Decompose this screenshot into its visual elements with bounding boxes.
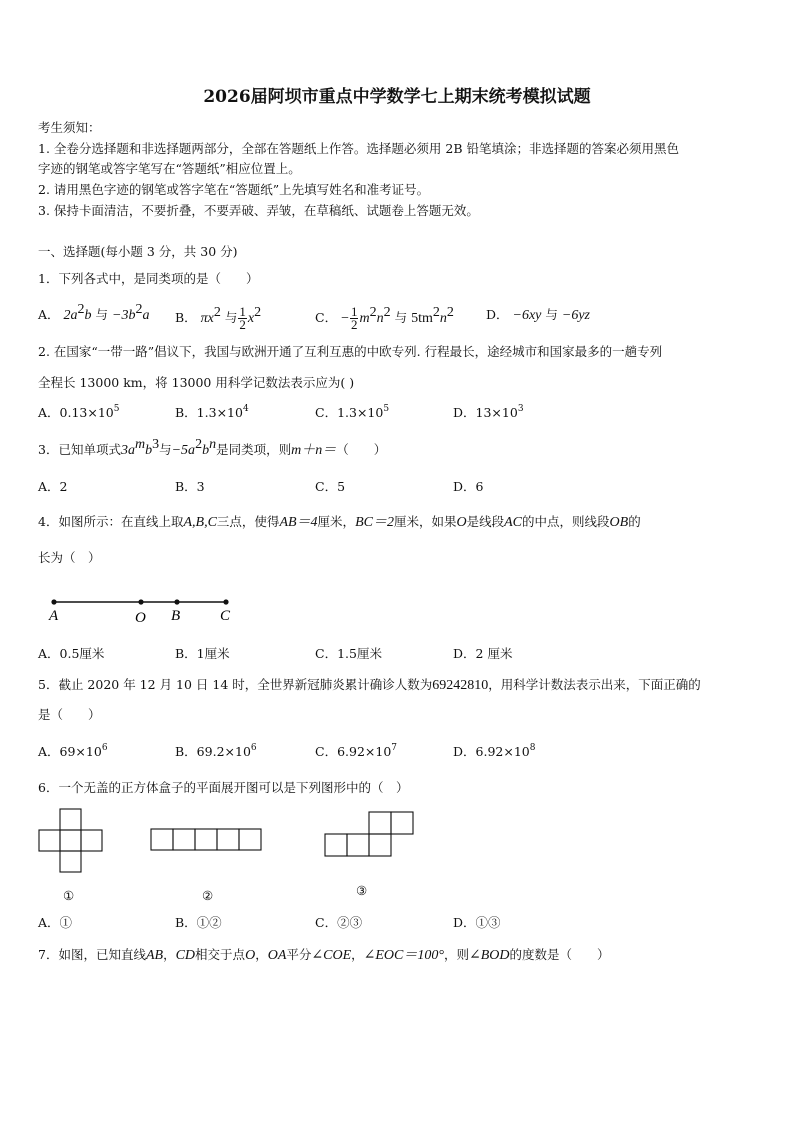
q4-option-c: C．1.5厘米 — [315, 646, 382, 661]
notice-line-1: 1. 全卷分选择题和非选择题两部分，全部在答题纸上作答。选择题必须用 2B 铅笔填涂；非选择题的答案必须用黑色 — [38, 141, 679, 156]
q4-stem-line-1: 4．如图所示：在直线上取A,B,C三点，使得AB＝4厘米，BC＝2厘米，如果O是线段AC的中点，则线段OB的 — [38, 514, 641, 530]
point-o-dot — [138, 599, 143, 604]
q3-option-d: D．6 — [453, 479, 484, 494]
q4-option-a: A．0.5厘米 — [38, 646, 105, 661]
section-heading: 一、选择题(每小题 3 分，共 30 分) — [38, 244, 238, 259]
q1-option-c: C． − $\frac{1}{2}$ $m^2n^2$ 与 $5tm^2n^2$ — [315, 304, 454, 332]
q2-stem-line-1: 2. 在国家“一带一路”倡议下，我国与欧洲开通了互利互惠的中欧专列. 行程最长，途经城市和国家最多的一趟专列 — [38, 344, 663, 359]
q2-option-d: D．$13\times 10^3$ — [453, 404, 524, 420]
q3-option-c: C．5 — [315, 479, 346, 494]
figure-1-label: ① — [63, 888, 75, 903]
point-b-dot — [174, 599, 179, 604]
q6-option-c: C．②③ — [315, 915, 363, 930]
option-letter: A． — [38, 307, 60, 322]
notice-line-2: 字迹的钢笔或答字笔写在“答题纸”相应位置上。 — [38, 161, 301, 176]
q6-option-d: D．①③ — [453, 915, 501, 930]
notice-heading: 考生须知： — [38, 120, 101, 135]
figure-2-label: ② — [202, 888, 214, 903]
q2-stem-line-2: 全程长 13000 km，将 13000 用科学记数法表示应为( ) — [38, 375, 355, 390]
point-c-dot — [223, 599, 228, 604]
point-a-dot — [51, 599, 56, 604]
q1-option-a: A． $2a^2b$ 与 $-3b^2a$ — [38, 302, 150, 323]
q3-option-b: B．3 — [175, 479, 205, 494]
point-o-label: O — [135, 610, 146, 626]
q5-option-c: C．$6.92\times 10^7$ — [315, 743, 398, 759]
q5-option-d: D．$6.92\times 10^8$ — [453, 743, 536, 759]
q4-option-d: D．2 厘米 — [453, 646, 513, 661]
option-letter: C． — [315, 310, 338, 325]
q2-option-a: A．$0.13\times 10^5$ — [38, 404, 120, 420]
cube-net-figure-1 — [38, 808, 106, 874]
q6-option-b: B．①② — [175, 915, 222, 930]
q1-option-d: D． −6xy 与 −6yz — [486, 307, 590, 323]
q2-option-c: C．$1.3\times 10^5$ — [315, 404, 390, 420]
q3-stem: 3．已知单项式$3a^mb^3$与$-5a^2b^n$是同类项，则m＋n＝（ ） — [38, 437, 387, 458]
point-b-label: B — [171, 608, 181, 624]
q6-stem: 6．一个无盖的正方体盒子的平面展开图可以是下列图形中的（ ） — [38, 780, 409, 795]
q4-line-segment-figure — [40, 592, 250, 626]
q1-option-b: B． $\pi x^2$ 与 $\frac{1}{2}$ $x^2$ — [175, 304, 262, 332]
q6-option-a: A．① — [38, 915, 73, 930]
q3-option-a: A．2 — [38, 479, 68, 494]
figure-3-label: ③ — [356, 883, 368, 898]
notice-line-3: 2. 请用黑色字迹的钢笔或答字笔在“答题纸”上先填写姓名和准考证号。 — [38, 182, 430, 197]
q4-stem-line-2: 长为（ ） — [38, 550, 101, 565]
point-a-label: A — [49, 608, 59, 624]
point-c-label: C — [220, 608, 231, 624]
option-letter: D． — [486, 307, 509, 322]
option-letter: B． — [175, 310, 197, 325]
q5-stem-line-2: 是（ ） — [38, 707, 101, 722]
q1-stem: 1．下列各式中，是同类项的是（ ） — [38, 271, 259, 286]
page-title: 2026届阿坝市重点中学数学七上期末统考模拟试题 — [203, 87, 591, 107]
q7-stem: 7．如图，已知直线AB，CD相交于点O，OA平分∠COE，∠EOC＝100°，则∠BOD的度数是（ ） — [38, 947, 610, 963]
q4-option-b: B．1厘米 — [175, 646, 230, 661]
cube-net-figure-3 — [324, 811, 416, 859]
fraction-one-half: $\frac{1}{2}$ — [239, 304, 246, 332]
q2-option-b: B．$1.3\times 10^4$ — [175, 404, 249, 420]
q5-stem-line-1: 5．截止 2020 年 12 月 10 日 14 时，全世界新冠肺炎累计确诊人数为69242810，用科学计数法表示出来，下面正确的 — [38, 677, 701, 693]
q5-option-a: A．$69\times 10^6$ — [38, 743, 108, 759]
cube-net-figure-2 — [150, 828, 264, 852]
notice-line-4: 3. 保持卡面清洁，不要折叠，不要弄破、弄皱，在草稿纸、试题卷上答题无效。 — [38, 203, 479, 218]
q5-option-b: B．$69.2\times 10^6$ — [175, 743, 257, 759]
fraction-one-half: $\frac{1}{2}$ — [350, 304, 358, 332]
